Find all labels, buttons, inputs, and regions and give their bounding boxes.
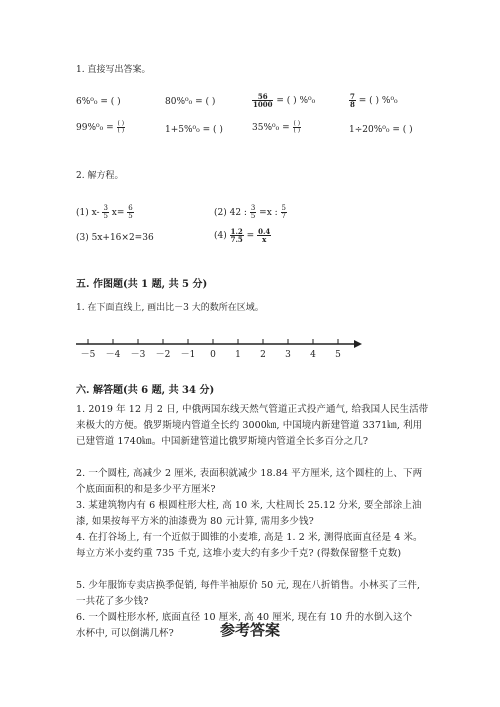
fraction-blank: $\frac{( )}{( )}$ [293,120,301,134]
section1-title: 1. 直接写出答案。 [76,65,151,75]
number-line-tick-label: 4 [310,350,316,360]
q1-item-7: 35%⁰₀ = $\frac{( )}{( )}$ [252,120,301,134]
problem-2: 2. 一个圆柱, 高减少 2 厘米, 表面积就减少 18.84 平方厘米, 这个圆柱的上、下两个底面面积的和是多少平方厘米? [76,468,423,495]
number-line-tick-label: 0 [210,350,216,360]
arrow-right-icon [354,340,362,348]
q1-item-6: 1+5%⁰₀ = ( ) [165,125,223,135]
number-line [70,334,370,364]
q1-item-8: 1÷20%⁰₀ = ( ) [349,125,413,135]
number-line-tick-label: －3 [130,350,146,360]
fraction: $\frac{6}{5}$ [128,204,133,220]
q1-item-4: $\frac{7}{8}$ = ( ) %⁰₀ [350,92,398,109]
number-line-tick-label: 2 [260,350,266,360]
number-line-tick-label: －2 [155,350,171,360]
number-line-tick-label: 1 [235,350,241,360]
fraction: $\frac{3}{5}$ [103,204,108,220]
fraction-56-1000: $\frac{56}{1000}$ [253,92,273,109]
q1-item-5: 99%⁰₀ = $\frac{( )}{( )}$ [76,120,125,134]
section5-question: 1. 在下面直线上, 画出比－3 大的数所在区域。 [76,303,264,313]
fraction: $\frac{3}{5}$ [250,204,256,220]
number-line-tick-label: －4 [105,350,121,360]
q1-item-1: 6%⁰₀ = ( ) [76,97,121,107]
number-line-tick-label: 3 [285,350,291,360]
equation-2: (2) 42 : $\frac{3}{5}$ =x : $\frac{5}{7}$ [214,204,287,220]
problem-1: 1. 2019 年 12 月 2 日, 中俄两国东线天然气管道正式投产通气, 给我国人民生活带来极大的方便。俄罗斯境内管道全长约 3000㎞, 中国境内新建管道 3371㎞, 利用已建管道 1740㎞。中国新建管道比俄罗斯境内管道全长多百分之几? [76,404,429,447]
section5-heading: 五. 作图题(共 1 题, 共 5 分) [76,279,208,290]
section2-title: 2. 解方程。 [76,171,124,181]
problem-6: 6. 一个圆柱形水杯, 底面直径 10 厘米, 高 40 厘米, 现在有 10 升的水倒入这个水杯中, 可以倒满几杯? [76,612,413,639]
equation-1: (1) x- $\frac{3}{5}$ x= $\frac{6}{5}$ [76,204,133,220]
answer-title: 参考答案 [219,621,280,639]
q1-item-3: $\frac{56}{1000}$ = ( ) %⁰₀ [253,92,316,109]
q1-item-2: 80%⁰₀ = ( ) [165,97,216,107]
number-line-tick-label: 5 [335,350,341,360]
equation-4: (4) $\frac{1.2}{7.5}$ = $\frac{0.4}{x}$ [214,227,271,244]
fraction: $\frac{5}{7}$ [281,204,287,220]
section6-heading: 六. 解答题(共 6 题, 共 34 分) [76,385,215,396]
problem-4: 4. 在打谷场上, 有一个近似于圆锥的小麦堆, 高是 1. 2 米, 测得底面直径是 4 米。每立方米小麦约重 735 千克, 这堆小麦大约有多少千克? (得数保留整千克数) [76,532,423,559]
fraction: $\frac{1.2}{7.5}$ [230,227,243,244]
number-line-tick-label: －5 [80,350,96,360]
problem-5: 5. 少年服饰专卖店换季促销, 每件半袖原价 50 元, 现在八折销售。小林买了三件, 一共花了多少钱? [76,580,421,607]
fraction-blank: $\frac{( )}{( )}$ [117,120,125,134]
fraction-7-8: $\frac{7}{8}$ [350,92,355,109]
number-line-tick-label: －1 [180,350,196,360]
problem-3: 3. 某建筑物内有 6 根圆柱形大柱, 高 10 米, 大柱周长 25.12 分米, 要全部涂上油漆, 如果按每平方米的油漆费为 80 元计算, 需用多少钱? [76,500,422,527]
fraction: $\frac{0.4}{x}$ [258,227,271,244]
equation-3: (3) 5x+16×2=36 [76,233,154,243]
